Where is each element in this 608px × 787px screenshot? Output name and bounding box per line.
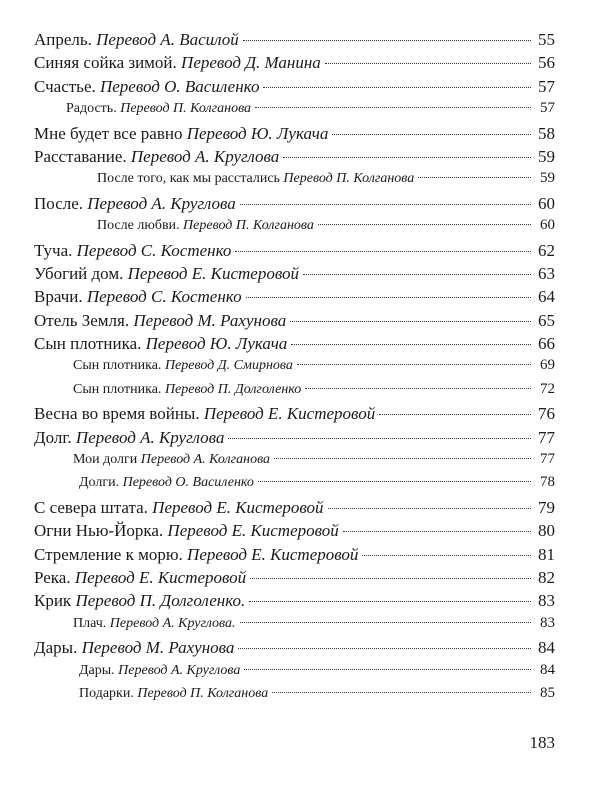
translator-credit: Перевод П. Долголенко. — [75, 591, 246, 611]
dot-leader — [240, 622, 531, 623]
dot-leader — [379, 414, 531, 415]
toc-entry — [0, 428, 608, 451]
poem-title: Весна во время войны. — [34, 404, 204, 424]
page-number: 85 — [540, 684, 555, 701]
entry-title — [79, 475, 254, 491]
page-number: 60 — [538, 193, 555, 213]
poem-title: Река. — [34, 567, 75, 587]
translator-credit: Перевод А. Круглова. — [109, 615, 236, 631]
poem-title: Стремление к морю. — [34, 544, 188, 564]
translator-credit: Перевод А. Круглова — [130, 146, 280, 166]
entry-title — [79, 663, 240, 679]
entry-title — [34, 30, 239, 50]
translator-credit: Перевод А. Колганова — [140, 452, 271, 468]
toc-entry — [0, 170, 608, 193]
entry-title — [34, 568, 246, 588]
translator-credit: Перевод П. Колганова — [283, 171, 415, 187]
translator-credit: Перевод С. Костенко — [76, 240, 232, 260]
toc-entry — [0, 451, 608, 474]
poem-title: Мои долги — [73, 452, 141, 468]
poem-title: Дары. — [79, 662, 119, 678]
dot-leader — [235, 251, 531, 252]
dot-leader — [255, 107, 531, 108]
dot-leader — [272, 692, 531, 693]
toc-entry — [0, 615, 608, 638]
table-of-contents — [0, 30, 608, 708]
dot-leader — [283, 157, 531, 158]
translator-credit: Перевод Е. Кистеровой — [167, 521, 339, 541]
dot-leader — [228, 438, 531, 439]
toc-entry — [0, 498, 608, 521]
poem-title: После. — [34, 193, 88, 213]
poem-title: Счастье. — [34, 76, 100, 96]
poem-title: Крик — [34, 591, 76, 611]
page-number: 59 — [538, 146, 555, 166]
translator-credit: Перевод М. Рахунова — [133, 310, 287, 330]
page-number: 76 — [538, 404, 555, 424]
dot-leader — [250, 578, 531, 579]
translator-credit: Перевод Е. Кистеровой — [152, 497, 324, 517]
entry-title — [34, 334, 287, 354]
dot-leader — [274, 458, 531, 459]
toc-entry — [0, 147, 608, 170]
toc-entry — [0, 124, 608, 147]
poem-title: Сын плотника. — [73, 358, 165, 374]
poem-title: Сын плотника. — [34, 334, 146, 354]
page-number: 60 — [540, 217, 555, 234]
poem-title: После любви. — [97, 218, 184, 234]
page-number: 80 — [538, 521, 555, 541]
page-number: 84 — [540, 661, 555, 678]
poem-title: С севера штата. — [34, 497, 153, 517]
entry-title — [34, 498, 324, 518]
poem-title: Отель Земля. — [34, 310, 134, 330]
translator-credit: Перевод П. Колганова — [137, 685, 269, 701]
entry-title — [34, 428, 224, 448]
dot-leader — [362, 555, 531, 556]
toc-entry — [0, 194, 608, 217]
poem-title: Дары. — [34, 638, 82, 658]
toc-entry — [0, 334, 608, 357]
translator-credit: Перевод М. Рахунова — [81, 638, 235, 658]
translator-credit: Перевод Е. Кистеровой — [127, 263, 299, 283]
page-number: 77 — [538, 427, 555, 447]
dot-leader — [297, 364, 531, 365]
entry-title — [34, 404, 375, 424]
dot-leader — [238, 648, 531, 649]
translator-credit: Перевод Е. Кистеровой — [203, 404, 376, 424]
entry-title — [97, 218, 314, 234]
page-number: 81 — [538, 544, 555, 564]
translator-credit: Перевод А. Круглова — [118, 662, 241, 678]
entry-title — [34, 53, 321, 73]
toc-entry — [0, 30, 608, 53]
page-number: 63 — [538, 263, 555, 283]
dot-leader — [246, 297, 531, 298]
page-number: 83 — [538, 591, 555, 611]
toc-entry — [0, 685, 608, 708]
translator-credit: Перевод Д. Смирнова — [164, 358, 293, 374]
dot-leader — [290, 321, 531, 322]
poem-title: Радость. — [66, 101, 121, 117]
translator-credit: Перевод Ю. Лукача — [186, 123, 329, 143]
translator-credit: Перевод Ю. Лукача — [145, 334, 288, 354]
dot-leader — [258, 481, 531, 482]
dot-leader — [243, 40, 531, 41]
poem-title: Мне будет все равно — [34, 123, 187, 143]
entry-title — [34, 264, 299, 284]
entry-title — [97, 171, 414, 187]
entry-title — [34, 77, 259, 97]
page-number: 57 — [540, 100, 555, 117]
toc-entry — [0, 311, 608, 334]
entry-title — [34, 194, 236, 214]
toc-entry — [0, 545, 608, 568]
entry-title — [73, 452, 270, 468]
translator-credit: Перевод П. Долголенко — [164, 381, 302, 397]
translator-credit: Перевод А. Василой — [96, 30, 239, 49]
toc-entry — [0, 77, 608, 100]
translator-credit: Перевод П. Колганова — [120, 101, 252, 117]
dot-leader — [240, 204, 531, 205]
translator-credit: Перевод Е. Кистеровой — [74, 567, 247, 587]
dot-leader — [249, 601, 531, 602]
page-number: 65 — [538, 310, 555, 330]
toc-entry — [0, 217, 608, 240]
poem-title: Плач. — [73, 615, 110, 631]
toc-entry — [0, 568, 608, 591]
poem-title: Убогий дом. — [34, 263, 128, 283]
page-number: 77 — [540, 451, 555, 468]
dot-leader — [325, 63, 531, 64]
toc-entry — [0, 521, 608, 544]
poem-title: Туча. — [34, 240, 77, 260]
page-number: 83 — [540, 614, 555, 631]
poem-title: Огни Нью-Йорка. — [34, 521, 168, 541]
entry-title — [34, 124, 328, 144]
dot-leader — [418, 177, 531, 178]
toc-entry — [0, 357, 608, 380]
page-number: 82 — [538, 567, 555, 587]
page-number: 66 — [538, 334, 555, 354]
entry-title — [34, 311, 286, 331]
toc-entry — [0, 638, 608, 661]
entry-title — [34, 147, 279, 167]
entry-title — [66, 101, 251, 117]
entry-title — [73, 382, 301, 398]
entry-title — [34, 287, 242, 307]
entry-title — [34, 638, 234, 658]
page-number: 84 — [538, 638, 555, 658]
toc-entry — [0, 287, 608, 310]
dot-leader — [291, 344, 531, 345]
page-number: 56 — [538, 53, 555, 73]
toc-entry — [0, 53, 608, 76]
toc-entry — [0, 662, 608, 685]
toc-entry — [0, 474, 608, 497]
dot-leader — [244, 669, 531, 670]
translator-credit: Перевод А. Круглова — [87, 193, 236, 213]
dot-leader — [343, 531, 531, 532]
poem-title: Апрель. — [34, 30, 97, 49]
poem-title: Долги. — [79, 475, 123, 491]
page-number: 78 — [540, 474, 555, 491]
entry-title — [34, 545, 358, 565]
poem-title: Расставание. — [34, 146, 131, 166]
toc-entry — [0, 404, 608, 427]
page-number: 55 — [538, 30, 555, 49]
poem-title: После того, как мы расстались — [97, 171, 284, 187]
translator-credit: Перевод Е. Кистеровой — [187, 544, 359, 564]
translator-credit: Перевод С. Костенко — [86, 287, 242, 307]
translator-credit: Перевод Д. Манина — [181, 53, 321, 73]
poem-title: Врачи. — [34, 287, 87, 307]
translator-credit: Перевод О. Василенко — [122, 475, 254, 491]
dot-leader — [263, 87, 531, 88]
entry-title — [34, 241, 231, 261]
page-number: 72 — [540, 380, 555, 397]
dot-leader — [332, 134, 531, 135]
page-number: 59 — [540, 170, 555, 187]
page-number: 64 — [538, 287, 555, 307]
page-number: 69 — [540, 357, 555, 374]
page-number: 57 — [538, 76, 555, 96]
dot-leader — [305, 388, 531, 389]
translator-credit: Перевод О. Василенко — [99, 76, 260, 96]
toc-entry — [0, 591, 608, 614]
dot-leader — [303, 274, 531, 275]
dot-leader — [328, 508, 531, 509]
entry-title — [79, 686, 268, 702]
entry-title — [34, 591, 245, 611]
dot-leader — [318, 224, 531, 225]
poem-title: Сын плотника. — [73, 381, 165, 397]
page-number: 79 — [538, 497, 555, 517]
translator-credit: Перевод А. Круглова — [75, 427, 225, 447]
translator-credit: Перевод П. Колганова — [183, 218, 314, 234]
entry-title — [73, 616, 236, 632]
poem-title: Долг. — [34, 427, 76, 447]
entry-title — [73, 358, 293, 374]
toc-entry — [0, 381, 608, 404]
toc-entry — [0, 264, 608, 287]
toc-entry — [0, 241, 608, 264]
poem-title: Синяя сойка зимой. — [34, 53, 182, 73]
poem-title: Подарки. — [79, 685, 138, 701]
page-number: 58 — [538, 123, 555, 143]
entry-title — [34, 521, 339, 541]
page-number: 62 — [538, 240, 555, 260]
toc-entry — [0, 100, 608, 123]
page-folio: 183 — [529, 733, 555, 752]
